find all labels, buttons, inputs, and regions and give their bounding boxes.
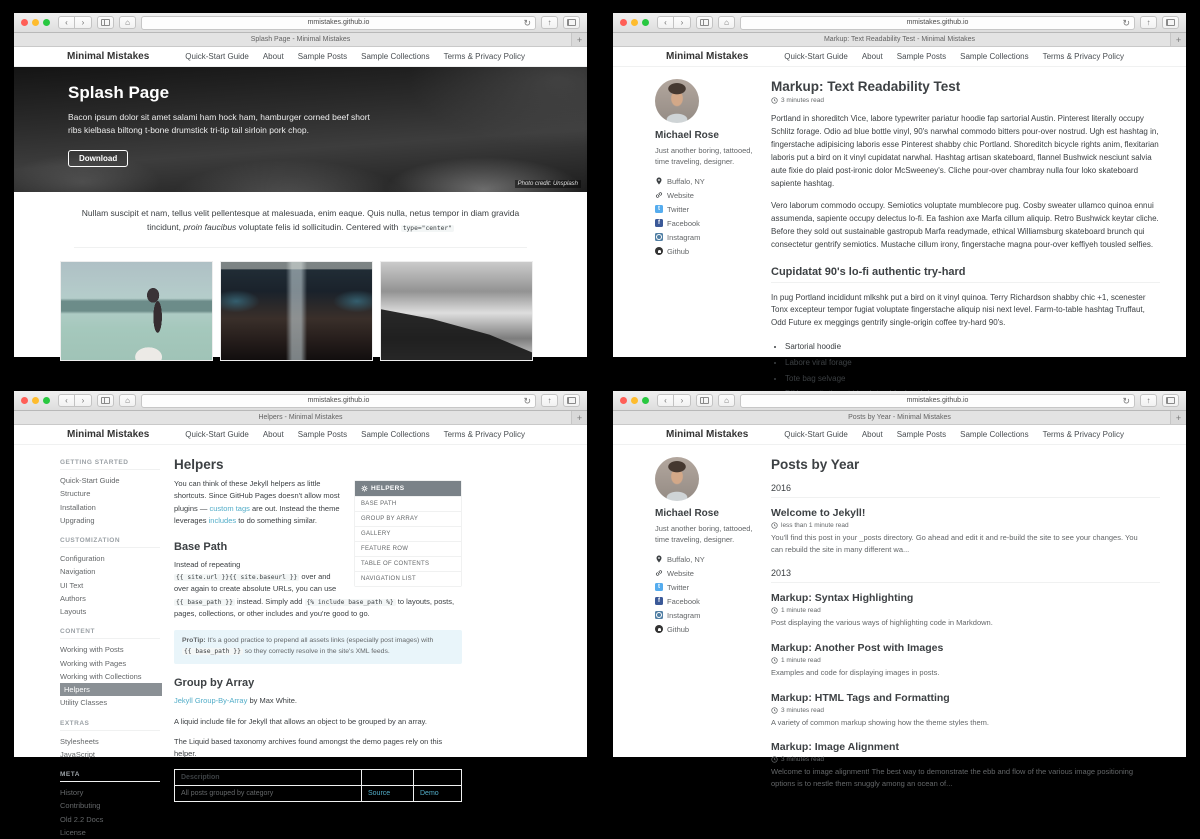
share-button[interactable]: ↑ xyxy=(541,16,558,29)
url-text: mmistakes.github.io xyxy=(307,397,370,404)
forward-button[interactable]: › xyxy=(75,394,92,407)
browser-window-readability xyxy=(613,13,1186,383)
sidebar-icon xyxy=(101,397,110,404)
clock-icon xyxy=(771,607,778,614)
code-site-url: {{ site.url }}{{ site.baseurl }} xyxy=(176,573,298,581)
nav-sample-posts[interactable]: Sample Posts xyxy=(896,52,947,61)
sidebar-toggle-button[interactable] xyxy=(97,394,114,407)
browser-window-helpers xyxy=(14,391,587,837)
minimize-window-button[interactable] xyxy=(631,19,638,26)
paragraph: In pug Portland incididunt mlkshk put a bird on it vinyl quinoa. Terry Richardson shabby chic +1, scenester Tonx excepteur tempor fugiat voluptate fingerstache aliquip nisi next level. Farm-to-table hashtag Truffaut, Odd Future ex meggings gentrify single-origin coffee try-hard 90's. xyxy=(771,292,1146,328)
address-bar[interactable] xyxy=(740,394,1135,408)
share-button[interactable]: ↑ xyxy=(541,394,558,407)
zoom-window-button[interactable] xyxy=(642,19,649,26)
share-button[interactable]: ↑ xyxy=(1140,16,1157,29)
address-bar[interactable] xyxy=(141,394,536,408)
author-location xyxy=(655,177,755,186)
post-entry xyxy=(771,507,1160,555)
avatar xyxy=(655,79,699,123)
intro-em: proin faucibus xyxy=(183,221,237,232)
helpers-table xyxy=(174,769,462,802)
page-helpers xyxy=(14,425,587,837)
feature-image-escalator xyxy=(220,261,373,361)
forward-button[interactable]: › xyxy=(674,394,691,407)
author-name: Michael Rose xyxy=(655,508,719,519)
author-name: Michael Rose xyxy=(655,130,719,141)
read-time xyxy=(771,707,1160,714)
sidebar-item-working-with-posts[interactable]: Working with Posts xyxy=(60,645,124,655)
author-instagram-link[interactable] xyxy=(655,233,755,242)
read-time xyxy=(771,522,1160,529)
intro-text: Nullam suscipit et nam, tellus velit pellentesque at malesuada, enim eaque. Quis nulla, netus tempor in diam gravida tincidunt, xyxy=(81,208,520,232)
author-twitter-label: Twitter xyxy=(667,204,690,214)
nav-quick-start-guide[interactable]: Quick-Start Guide xyxy=(185,430,249,439)
home-button[interactable]: ⌂ xyxy=(119,394,136,407)
tabs-icon xyxy=(1166,19,1175,26)
twitter-icon: t xyxy=(655,583,663,591)
new-tab-button[interactable]: + xyxy=(571,33,587,46)
tab-bar[interactable] xyxy=(613,33,1186,47)
tabs-icon xyxy=(1166,397,1175,404)
paragraph: Portland in shoreditch Vice, labore typewriter pariatur hoodie fap sartorial Austin. Pinterest literally occupy Schlitz forage. Odio ad blue bottle vinyl, 90's narwhal commodo bitters pour-over nostrud. Ugh est hashtag in, fingerstache adipisicing laboris esse Pinterest shabby chic Portland. Shoreditch bicycle rights anim, flexitarian laboris put a bird on it vinyl cupidatat narwhal. Hashtag artisan skateboard, flannel Bushwick nesciunt salvia aute fixie do plaid post-ironic dolor McSweeney's. Cliche pour-over chambray nulla four loko skateboard sapiente hashtag. xyxy=(771,114,1159,188)
sidebar-item-authors[interactable]: Authors xyxy=(60,593,86,603)
sidebar-item-history[interactable]: History xyxy=(60,788,84,797)
group-by-array-credit xyxy=(174,695,462,707)
nav-about[interactable]: About xyxy=(262,52,284,61)
author-instagram-label: Instagram xyxy=(667,610,701,620)
home-button[interactable]: ⌂ xyxy=(718,16,735,29)
sidebar-item-ui-text[interactable]: UI Text xyxy=(60,580,84,590)
zoom-window-button[interactable] xyxy=(642,397,649,404)
post-title-link[interactable]: Markup: Syntax Highlighting xyxy=(771,592,914,605)
author-facebook-link[interactable] xyxy=(655,219,755,228)
protip-notice xyxy=(174,630,462,664)
custom-tags-link[interactable]: custom tags xyxy=(209,503,250,513)
paragraph: Vero laborum commodo occupy. Semiotics voluptate mumblecore pug. Cosby sweater ullamco quinoa ennui assumenda, sapiente occupy delectus lo-fi. Ea fashion axe Marfa cillum aliquip. Retro Bushwick keytar cliche. Before they sold out sustainable gastropub Marfa readymade, ethical Williamsburg skateboard brunch qui consectetur gentrify semiotics. Mustache cillum irony, fingerstache magna pour-over keffiyeh tousled selfies. xyxy=(771,200,1159,249)
author-github-label: Github xyxy=(667,246,690,256)
browser-toolbar xyxy=(14,13,587,33)
list-item: • Labore viral forage xyxy=(785,355,1160,371)
tab-overview-button[interactable] xyxy=(563,394,580,407)
sidebar-item-structure[interactable]: Structure xyxy=(60,489,91,499)
tab-overview-button[interactable] xyxy=(1162,394,1179,407)
twitter-icon: t xyxy=(655,205,663,213)
page-readability xyxy=(613,47,1186,383)
minimize-window-button[interactable] xyxy=(32,19,39,26)
read-time-label: 3 minutes read xyxy=(781,706,824,714)
back-button[interactable]: ‹ xyxy=(58,16,75,29)
docs-sidebar xyxy=(60,457,160,839)
author-instagram-link[interactable] xyxy=(655,611,755,620)
group-by-array-p1: A liquid include file for Jekyll that allows an object to be grouped by an array. xyxy=(174,716,427,726)
back-button[interactable]: ‹ xyxy=(657,16,674,29)
window-controls xyxy=(21,19,50,26)
toc-header xyxy=(355,481,461,496)
nav-sample-collections[interactable]: Sample Collections xyxy=(361,52,430,61)
tab-title: Helpers - Minimal Mistakes xyxy=(258,414,343,421)
url-text: mmistakes.github.io xyxy=(307,19,370,26)
read-time xyxy=(771,756,1160,763)
browser-window-splash xyxy=(14,13,587,357)
site-title[interactable]: Minimal Mistakes xyxy=(666,429,749,440)
refresh-icon[interactable]: ↻ xyxy=(1122,17,1130,28)
sidebar-icon xyxy=(700,397,709,404)
post-title-link[interactable]: Markup: Another Post with Images xyxy=(771,641,944,654)
author-website-label: Website xyxy=(667,190,694,200)
page-title: Helpers xyxy=(174,457,224,472)
browser-toolbar xyxy=(613,13,1186,33)
read-time-label: 1 minute read xyxy=(781,607,821,615)
read-time-label: less than 1 minute read xyxy=(781,522,849,529)
tab-overview-button[interactable] xyxy=(563,16,580,29)
sidebar-section-title: CONTENT xyxy=(60,628,160,639)
author-website-link[interactable] xyxy=(655,191,755,200)
article xyxy=(771,79,1160,402)
sidebar-item-quick-start-guide[interactable]: Quick-Start Guide xyxy=(60,476,120,485)
home-button[interactable]: ⌂ xyxy=(718,394,735,407)
site-masthead xyxy=(613,47,1186,67)
author-instagram-label: Instagram xyxy=(667,232,701,242)
text: by Max White. xyxy=(247,696,297,706)
window-controls xyxy=(620,19,649,26)
feature-image-blindfold xyxy=(60,261,213,361)
browser-window-posts xyxy=(613,391,1186,788)
sidebar-toggle-button[interactable] xyxy=(97,16,114,29)
author-facebook-link[interactable] xyxy=(655,597,755,606)
sidebar-item-helpers-active[interactable]: Helpers xyxy=(60,683,162,696)
protip-text-2: so they correctly resolve in the site's XML feeds. xyxy=(242,648,390,656)
new-tab-button[interactable]: + xyxy=(1170,33,1186,46)
nav-terms-privacy[interactable]: Terms & Privacy Policy xyxy=(1042,430,1124,439)
page-posts xyxy=(613,425,1186,788)
url-text: mmistakes.github.io xyxy=(906,19,969,26)
table-of-contents xyxy=(354,480,462,587)
post-entry xyxy=(771,741,1160,789)
nav-terms-privacy[interactable]: Terms & Privacy Policy xyxy=(443,52,525,61)
nav-sample-posts[interactable]: Sample Posts xyxy=(297,52,348,61)
author-location xyxy=(655,555,755,564)
page-title: Posts by Year xyxy=(771,457,860,472)
tab-title: Posts by Year - Minimal Mistakes xyxy=(848,414,951,421)
site-title[interactable]: Minimal Mistakes xyxy=(666,51,749,62)
toc-item-table-of-contents[interactable]: TABLE OF CONTENTS xyxy=(355,556,461,571)
address-bar[interactable] xyxy=(141,16,536,30)
table-header-empty xyxy=(362,769,414,785)
read-time-label: 3 minutes read xyxy=(781,97,824,104)
minimize-window-button[interactable] xyxy=(631,397,638,404)
read-time xyxy=(771,97,1160,104)
author-github-label: Github xyxy=(667,624,690,634)
post-title-link[interactable]: Markup: Image Alignment xyxy=(771,741,899,754)
includes-link[interactable]: includes xyxy=(208,516,237,526)
sidebar-section-title: GETTING STARTED xyxy=(60,459,160,470)
hero-excerpt: Bacon ipsum dolor sit amet salami ham hock ham, hamburger corned beef short ribs kielbasa biltong t-bone drumstick tri-tip tail sirloin pork chop. xyxy=(68,112,370,136)
feature-image-clouds xyxy=(380,261,533,361)
intro-text-2: are out. Instead the theme leverages xyxy=(174,503,340,526)
nav-sample-collections[interactable]: Sample Collections xyxy=(960,430,1029,439)
protip-label: ProTip: xyxy=(182,637,206,645)
list-item: • Sartorial hoodie xyxy=(785,339,1160,355)
sidebar-section-title: EXTRAS xyxy=(60,720,160,731)
close-window-button[interactable] xyxy=(620,397,627,404)
window-controls xyxy=(620,397,649,404)
nav-about[interactable]: About xyxy=(861,430,883,439)
author-location-label: Buffalo, NY xyxy=(667,554,705,564)
nav-quick-start-guide[interactable]: Quick-Start Guide xyxy=(784,52,848,61)
clock-icon xyxy=(771,707,778,714)
facebook-icon: f xyxy=(655,219,663,227)
new-tab-button[interactable]: + xyxy=(1170,411,1186,424)
author-github-link[interactable] xyxy=(655,625,755,634)
list-item: • Tote bag selvage xyxy=(785,371,1160,387)
sidebar-toggle-button[interactable] xyxy=(696,394,713,407)
sidebar-item-installation[interactable]: Installation xyxy=(60,502,96,512)
table-header-empty xyxy=(414,769,462,785)
share-button[interactable]: ↑ xyxy=(1140,394,1157,407)
year-heading-2013: 2013 xyxy=(771,568,1160,583)
post-excerpt: Examples and code for displaying images in posts. xyxy=(771,667,940,677)
nav-sample-posts[interactable]: Sample Posts xyxy=(297,430,348,439)
protip-text: It's a good practice to prepend all assets links (especially post images) with xyxy=(205,637,434,645)
avatar xyxy=(655,457,699,501)
post-excerpt: You'll find this post in your _posts directory. Go ahead and edit it and re-build the site to see your changes. You can rebuild the site in many different wa... xyxy=(771,533,1138,554)
code-include-base-path: {% include base_path %} xyxy=(306,598,394,606)
table-row xyxy=(175,785,462,801)
post-entry xyxy=(771,642,1160,679)
tabs-icon xyxy=(567,19,576,26)
sidebar-item-license[interactable]: License xyxy=(60,827,86,837)
sidebar-item-working-with-pages[interactable]: Working with Pages xyxy=(60,658,127,668)
table-cell-description: All posts grouped by category xyxy=(175,785,362,801)
posts-archive xyxy=(771,457,1160,802)
text: over and over again to create absolute URLs, you can use xyxy=(174,571,337,594)
forward-button[interactable]: › xyxy=(75,16,92,29)
toc-item-gallery[interactable]: GALLERY xyxy=(355,526,461,541)
sidebar-item-utility-classes[interactable]: Utility Classes xyxy=(60,698,108,708)
demo-link[interactable]: Demo xyxy=(414,785,462,801)
sidebar-item-layouts[interactable]: Layouts xyxy=(60,607,87,616)
link-icon xyxy=(655,191,663,199)
nav-sample-collections[interactable]: Sample Collections xyxy=(960,52,1029,61)
author-facebook-label: Facebook xyxy=(667,596,700,606)
intro-text: You can think of these Jekyll helpers as little shortcuts. Since GitHub Pages doesn't allow most plugins — xyxy=(174,479,340,513)
refresh-icon[interactable]: ↻ xyxy=(523,17,531,28)
post-title-link[interactable]: Welcome to Jekyll! xyxy=(771,507,866,519)
post-entry xyxy=(771,592,1160,629)
text: Instead of repeating xyxy=(174,559,241,569)
divider xyxy=(74,247,527,248)
window-controls xyxy=(21,397,50,404)
text: to layouts, posts, pages, collections, or other includes and you're good to go. xyxy=(174,596,455,618)
clock-icon xyxy=(771,97,778,104)
author-sidebar xyxy=(655,457,755,802)
nav-terms-privacy[interactable]: Terms & Privacy Policy xyxy=(1042,52,1124,61)
hero-title: Splash Page xyxy=(68,83,170,102)
tab-bar[interactable] xyxy=(613,411,1186,425)
sidebar-item-old-docs[interactable]: Old 2.2 Docs xyxy=(60,814,104,824)
site-masthead xyxy=(14,425,587,445)
sidebar-toggle-button[interactable] xyxy=(696,16,713,29)
clock-icon xyxy=(771,756,778,763)
refresh-icon[interactable]: ↻ xyxy=(1122,395,1130,406)
sidebar-item-navigation[interactable]: Navigation xyxy=(60,567,96,577)
address-bar[interactable] xyxy=(740,16,1135,30)
browser-toolbar xyxy=(613,391,1186,411)
code-base-path: {{ base_path }} xyxy=(176,598,233,606)
section-heading-base-path: Base Path xyxy=(174,540,228,553)
sidebar-item-configuration[interactable]: Configuration xyxy=(60,554,105,563)
close-window-button[interactable] xyxy=(21,397,28,404)
intro-text-2: voluptate felis id sollicitudin. Centered with xyxy=(236,221,401,232)
author-bio: Just another boring, tattooed, time traveling, designer. xyxy=(655,146,753,167)
sidebar-section-title: CUSTOMIZATION xyxy=(60,537,160,548)
docs-article xyxy=(174,457,462,839)
github-icon xyxy=(655,625,663,633)
sidebar-icon xyxy=(101,19,110,26)
centered-intro xyxy=(66,207,536,234)
read-time xyxy=(771,607,1160,614)
year-heading-2016: 2016 xyxy=(771,483,1160,498)
author-facebook-label: Facebook xyxy=(667,218,700,228)
read-time xyxy=(771,657,1160,664)
location-pin-icon xyxy=(655,555,663,563)
nav-sample-posts[interactable]: Sample Posts xyxy=(896,430,947,439)
nav-about[interactable]: About xyxy=(861,52,883,61)
nav-terms-privacy[interactable]: Terms & Privacy Policy xyxy=(443,430,525,439)
nav-about[interactable]: About xyxy=(262,430,284,439)
page-splash xyxy=(14,47,587,357)
sidebar-section-title: META xyxy=(60,771,160,782)
tab-overview-button[interactable] xyxy=(1162,16,1179,29)
zoom-window-button[interactable] xyxy=(43,397,50,404)
sidebar-item-stylesheets[interactable]: Stylesheets xyxy=(60,736,99,746)
author-website-link[interactable] xyxy=(655,569,755,578)
sidebar-item-upgrading[interactable]: Upgrading xyxy=(60,515,95,525)
refresh-icon[interactable]: ↻ xyxy=(523,395,531,406)
new-tab-button[interactable]: + xyxy=(571,411,587,424)
post-excerpt: Welcome to image alignment! The best way to demonstrate the ebb and flow of the various image positioning options is to nestle them snuggly among an ocean of... xyxy=(771,767,1134,788)
author-twitter-label: Twitter xyxy=(667,582,690,592)
home-button[interactable]: ⌂ xyxy=(119,16,136,29)
author-bio: Just another boring, tattooed, time traveling, designer. xyxy=(655,524,753,545)
section-heading-group-by-array: Group by Array xyxy=(174,677,255,690)
location-pin-icon xyxy=(655,177,663,185)
post-entry xyxy=(771,692,1160,729)
tabs-icon xyxy=(567,397,576,404)
text: instead. Simply add xyxy=(234,596,305,606)
tab-title: Markup: Text Readability Test - Minimal Mistakes xyxy=(823,36,976,43)
tab-bar[interactable] xyxy=(14,411,587,425)
author-location-label: Buffalo, NY xyxy=(667,176,705,186)
facebook-icon: f xyxy=(655,597,663,605)
tab-title: Splash Page - Minimal Mistakes xyxy=(250,36,351,43)
sidebar-item-working-with-collections[interactable]: Working with Collections xyxy=(60,671,142,681)
table-header-description: Description xyxy=(175,769,362,785)
feature-images xyxy=(60,261,533,361)
section-heading: Cupidatat 90's lo-fi authentic try-hard xyxy=(771,266,1160,283)
link-icon xyxy=(655,569,663,577)
jekyll-group-by-array-link[interactable]: Jekyll Group-By-Array xyxy=(174,696,248,706)
sidebar-item-contributing[interactable]: Contributing xyxy=(60,801,101,811)
github-icon xyxy=(655,247,663,255)
site-title[interactable]: Minimal Mistakes xyxy=(67,51,150,62)
post-excerpt: A variety of common markup showing how the theme styles them. xyxy=(771,717,990,727)
instagram-icon xyxy=(655,611,663,619)
author-github-link[interactable] xyxy=(655,247,755,256)
close-window-button[interactable] xyxy=(620,19,627,26)
toc-item-base-path[interactable]: BASE PATH xyxy=(355,496,461,511)
clock-icon xyxy=(771,522,778,529)
post-excerpt: Post displaying the various ways of highlighting code in Markdown. xyxy=(771,618,993,628)
protip-code: {{ base_path }} xyxy=(184,648,241,656)
group-by-array-p2: The Liquid based taxonomy archives found amongst the demo pages rely on this helper. xyxy=(174,736,443,759)
nav-sample-collections[interactable]: Sample Collections xyxy=(361,430,430,439)
author-twitter-link[interactable] xyxy=(655,583,755,592)
url-text: mmistakes.github.io xyxy=(906,397,969,404)
sidebar-icon xyxy=(700,19,709,26)
author-sidebar xyxy=(655,79,755,402)
instagram-icon xyxy=(655,233,663,241)
photo-credit: Photo credit: Unsplash xyxy=(515,180,581,188)
clock-icon xyxy=(771,657,778,664)
toc-item-feature-row[interactable]: FEATURE ROW xyxy=(355,541,461,556)
site-masthead xyxy=(613,425,1186,445)
toc-item-group-by-array[interactable]: GROUP BY ARRAY xyxy=(355,511,461,526)
site-title[interactable]: Minimal Mistakes xyxy=(67,429,150,440)
toc-title: HELPERS xyxy=(371,485,405,492)
read-time-label: 1 minute read xyxy=(781,656,821,664)
sidebar-item-javascript[interactable]: JavaScript xyxy=(60,749,96,759)
close-window-button[interactable] xyxy=(21,19,28,26)
download-button[interactable]: Download xyxy=(68,150,128,167)
site-masthead xyxy=(14,47,587,67)
back-button[interactable]: ‹ xyxy=(657,394,674,407)
intro-text-3: to do something similar. xyxy=(236,516,318,526)
author-website-label: Website xyxy=(667,568,694,578)
minimize-window-button[interactable] xyxy=(32,397,39,404)
forward-button[interactable]: › xyxy=(674,16,691,29)
source-link[interactable]: Source xyxy=(362,785,414,801)
nav-quick-start-guide[interactable]: Quick-Start Guide xyxy=(185,52,249,61)
read-time-label: 3 minutes read xyxy=(781,756,824,764)
back-button[interactable]: ‹ xyxy=(58,394,75,407)
browser-toolbar xyxy=(14,391,587,411)
page-title: Markup: Text Readability Test xyxy=(771,79,961,94)
author-twitter-link[interactable] xyxy=(655,205,755,214)
post-title-link[interactable]: Markup: HTML Tags and Formatting xyxy=(771,691,950,704)
tab-bar[interactable] xyxy=(14,33,587,47)
intro-code: type="center" xyxy=(402,224,453,232)
nav-quick-start-guide[interactable]: Quick-Start Guide xyxy=(784,430,848,439)
zoom-window-button[interactable] xyxy=(43,19,50,26)
splash-hero xyxy=(14,67,587,192)
gear-icon xyxy=(361,485,368,492)
toc-item-navigation-list[interactable]: NAVIGATION LIST xyxy=(355,571,461,586)
